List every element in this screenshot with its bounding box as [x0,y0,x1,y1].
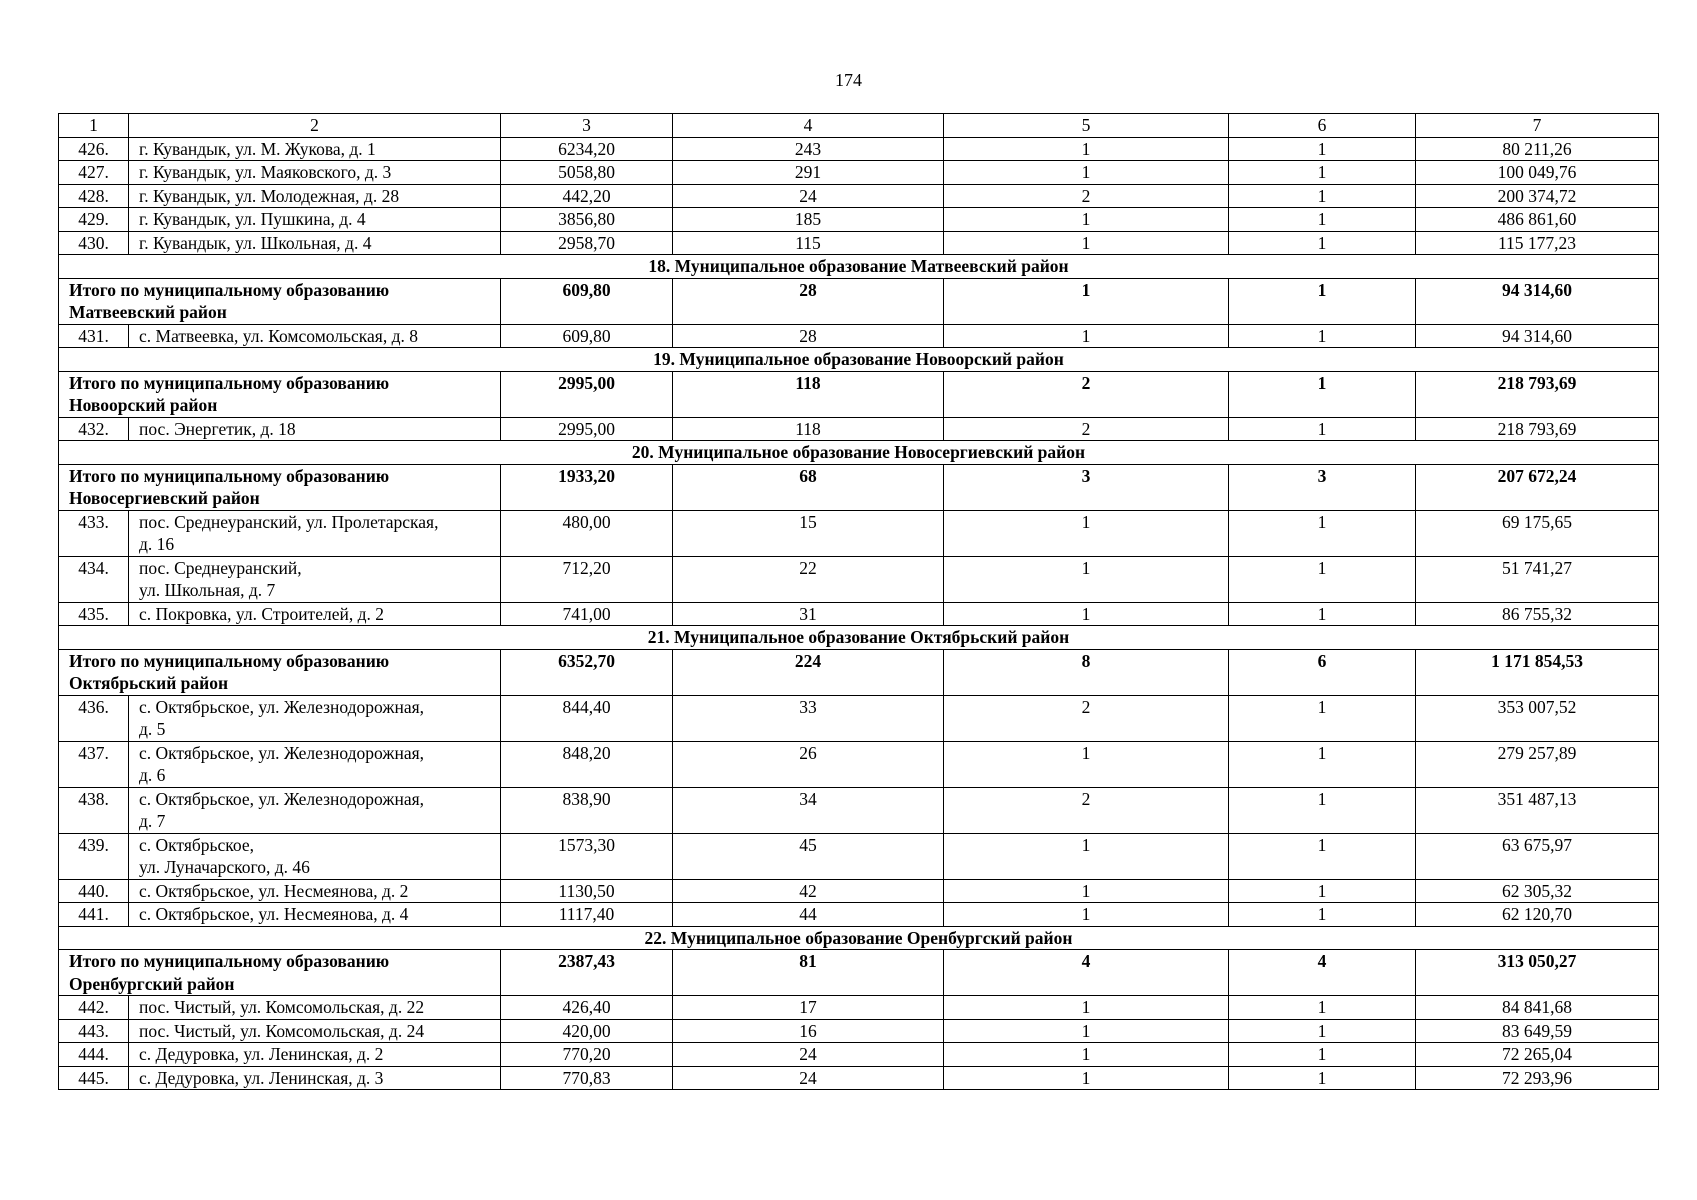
cell-c3: 2995,00 [501,417,673,441]
cell-c6: 1 [1229,184,1416,208]
cell-c7: 51 741,27 [1416,556,1659,602]
address-line: с. Октябрьское, ул. Железнодорожная, [139,742,425,763]
total-label-line: Новоорский район [69,395,218,415]
cell-c5: 1 [944,741,1229,787]
table-row [59,602,1659,626]
row-number: 431. [59,324,129,348]
cell-c4: 34 [673,787,944,833]
column-number: 2 [129,114,501,138]
total-cell-c5: 4 [944,950,1229,996]
total-label [59,371,501,417]
cell-c5: 1 [944,1043,1229,1067]
section-title: 22. Муниципальное образование Оренбургский район [59,926,1659,950]
total-label-line: Итого по муниципальному образованию [69,650,390,671]
total-row [59,464,1659,510]
address-cell [129,556,501,602]
cell-c5: 1 [944,208,1229,232]
cell-c7: 83 649,59 [1416,1019,1659,1043]
total-cell-c3: 1933,20 [501,464,673,510]
table-row [59,208,1659,232]
cell-c4: 185 [673,208,944,232]
cell-c4: 22 [673,556,944,602]
total-cell-c6: 1 [1229,371,1416,417]
column-number: 3 [501,114,673,138]
address-cell [129,787,501,833]
row-number: 434. [59,556,129,602]
cell-c4: 45 [673,833,944,879]
cell-c4: 24 [673,184,944,208]
cell-c4: 31 [673,602,944,626]
cell-c6: 1 [1229,324,1416,348]
cell-c5: 2 [944,417,1229,441]
column-number: 1 [59,114,129,138]
cell-c3: 3856,80 [501,208,673,232]
row-number: 433. [59,510,129,556]
total-label-line: Итого по муниципальному образованию [69,279,390,300]
column-number: 5 [944,114,1229,138]
cell-c6: 1 [1229,161,1416,185]
address-cell [129,510,501,556]
cell-c7: 84 841,68 [1416,996,1659,1020]
cell-c5: 1 [944,161,1229,185]
total-cell-c6: 4 [1229,950,1416,996]
address-cell: пос. Чистый, ул. Комсомольская, д. 22 [129,996,501,1020]
address-line: с. Октябрьское, ул. Железнодорожная, [139,788,425,809]
cell-c3: 848,20 [501,741,673,787]
cell-c4: 24 [673,1066,944,1090]
cell-c5: 1 [944,556,1229,602]
section-title: 21. Муниципальное образование Октябрьский район [59,626,1659,650]
cell-c5: 1 [944,510,1229,556]
total-cell-c7: 313 050,27 [1416,950,1659,996]
table-row [59,161,1659,185]
table-row [59,1019,1659,1043]
total-cell-c3: 2995,00 [501,371,673,417]
cell-c7: 94 314,60 [1416,324,1659,348]
row-number: 442. [59,996,129,1020]
total-cell-c6: 1 [1229,278,1416,324]
cell-c5: 1 [944,903,1229,927]
cell-c6: 1 [1229,208,1416,232]
total-row [59,278,1659,324]
section-header-row [59,348,1659,372]
cell-c7: 218 793,69 [1416,417,1659,441]
cell-c7: 486 861,60 [1416,208,1659,232]
total-cell-c5: 3 [944,464,1229,510]
column-number: 4 [673,114,944,138]
address-cell: г. Кувандык, ул. М. Жукова, д. 1 [129,137,501,161]
cell-c4: 24 [673,1043,944,1067]
address-cell: с. Дедуровка, ул. Ленинская, д. 3 [129,1066,501,1090]
total-label-line: Новосергиевский район [69,488,260,508]
cell-c4: 33 [673,695,944,741]
cell-c5: 2 [944,695,1229,741]
table-row [59,137,1659,161]
address-cell [129,741,501,787]
table-row [59,510,1659,556]
address-line: ул. Луначарского, д. 46 [139,857,310,877]
cell-c6: 1 [1229,417,1416,441]
total-row [59,950,1659,996]
row-number: 438. [59,787,129,833]
row-number: 441. [59,903,129,927]
address-cell [129,833,501,879]
cell-c5: 1 [944,996,1229,1020]
row-number: 432. [59,417,129,441]
cell-c3: 770,83 [501,1066,673,1090]
address-cell: г. Кувандык, ул. Молодежная, д. 28 [129,184,501,208]
total-cell-c7: 1 171 854,53 [1416,649,1659,695]
total-cell-c3: 609,80 [501,278,673,324]
page-number: 174 [835,70,862,90]
section-title: 18. Муниципальное образование Матвеевский район [59,255,1659,279]
cell-c3: 741,00 [501,602,673,626]
cell-c5: 1 [944,1066,1229,1090]
cell-c4: 115 [673,231,944,255]
table-row [59,184,1659,208]
section-title: 19. Муниципальное образование Новоорский район [59,348,1659,372]
cell-c4: 26 [673,741,944,787]
cell-c6: 1 [1229,510,1416,556]
address-cell: г. Кувандык, ул. Школьная, д. 4 [129,231,501,255]
cell-c3: 1117,40 [501,903,673,927]
total-row [59,371,1659,417]
cell-c4: 42 [673,879,944,903]
address-cell: с. Матвеевка, ул. Комсомольская, д. 8 [129,324,501,348]
table-row [59,1066,1659,1090]
total-cell-c5: 8 [944,649,1229,695]
cell-c6: 1 [1229,879,1416,903]
row-number: 444. [59,1043,129,1067]
address-line: д. 5 [139,719,166,739]
table-row [59,417,1659,441]
table-row [59,996,1659,1020]
section-header-row [59,441,1659,465]
row-number: 426. [59,137,129,161]
cell-c6: 1 [1229,741,1416,787]
address-line: д. 6 [139,765,166,785]
total-cell-c4: 118 [673,371,944,417]
total-cell-c7: 218 793,69 [1416,371,1659,417]
cell-c5: 1 [944,1019,1229,1043]
row-number: 430. [59,231,129,255]
cell-c5: 1 [944,833,1229,879]
total-label-line: Октябрьский район [69,673,229,693]
cell-c7: 200 374,72 [1416,184,1659,208]
total-cell-c4: 68 [673,464,944,510]
total-cell-c4: 28 [673,278,944,324]
cell-c6: 1 [1229,1019,1416,1043]
total-cell-c5: 2 [944,371,1229,417]
table-row [59,879,1659,903]
section-title: 20. Муниципальное образование Новосергиевский район [59,441,1659,465]
cell-c3: 770,20 [501,1043,673,1067]
cell-c3: 1130,50 [501,879,673,903]
row-number: 428. [59,184,129,208]
total-label [59,649,501,695]
table-row [59,695,1659,741]
cell-c6: 1 [1229,1066,1416,1090]
cell-c5: 1 [944,231,1229,255]
address-line: д. 7 [139,811,166,831]
total-cell-c7: 94 314,60 [1416,278,1659,324]
total-cell-c4: 81 [673,950,944,996]
cell-c4: 28 [673,324,944,348]
total-label-line: Итого по муниципальному образованию [69,951,390,971]
cell-c5: 1 [944,879,1229,903]
cell-c3: 609,80 [501,324,673,348]
row-number: 436. [59,695,129,741]
cell-c7: 72 293,96 [1416,1066,1659,1090]
cell-c3: 420,00 [501,1019,673,1043]
cell-c6: 1 [1229,556,1416,602]
cell-c7: 80 211,26 [1416,137,1659,161]
address-line: ул. Школьная, д. 7 [139,580,276,600]
cell-c3: 426,40 [501,996,673,1020]
address-line: с. Октябрьское, ул. Железнодорожная, [139,696,425,717]
total-cell-c6: 3 [1229,464,1416,510]
address-line: с. Октябрьское, [139,834,255,855]
total-label [59,278,501,324]
cell-c7: 115 177,23 [1416,231,1659,255]
row-number: 435. [59,602,129,626]
total-cell-c5: 1 [944,278,1229,324]
total-cell-c3: 6352,70 [501,649,673,695]
row-number: 437. [59,741,129,787]
address-line: пос. Среднеуранский, ул. Пролетарская, [139,511,439,532]
cell-c5: 2 [944,787,1229,833]
table-row [59,1043,1659,1067]
cell-c3: 6234,20 [501,137,673,161]
total-cell-c4: 224 [673,649,944,695]
row-number: 429. [59,208,129,232]
address-cell: г. Кувандык, ул. Пушкина, д. 4 [129,208,501,232]
cell-c5: 1 [944,324,1229,348]
cell-c7: 62 305,32 [1416,879,1659,903]
table-row [59,324,1659,348]
cell-c6: 1 [1229,996,1416,1020]
cell-c7: 86 755,32 [1416,602,1659,626]
table-row [59,231,1659,255]
column-number: 6 [1229,114,1416,138]
cell-c6: 1 [1229,695,1416,741]
cell-c5: 2 [944,184,1229,208]
cell-c6: 1 [1229,833,1416,879]
column-number: 7 [1416,114,1659,138]
cell-c4: 291 [673,161,944,185]
table-body [59,114,1659,1090]
cell-c4: 243 [673,137,944,161]
table-row [59,833,1659,879]
row-number: 445. [59,1066,129,1090]
table-row [59,903,1659,927]
total-label-line: Оренбургский район [69,973,235,994]
table-row [59,556,1659,602]
cell-c4: 16 [673,1019,944,1043]
table-row [59,787,1659,833]
row-number: 440. [59,879,129,903]
cell-c3: 712,20 [501,556,673,602]
cell-c6: 1 [1229,903,1416,927]
cell-c3: 5058,80 [501,161,673,185]
section-header-row [59,926,1659,950]
cell-c7: 279 257,89 [1416,741,1659,787]
cell-c4: 17 [673,996,944,1020]
section-header-row [59,626,1659,650]
cell-c3: 844,40 [501,695,673,741]
cell-c4: 15 [673,510,944,556]
row-number: 439. [59,833,129,879]
row-number: 427. [59,161,129,185]
total-label-line: Матвеевский район [69,302,227,322]
column-number-row [59,114,1659,138]
cell-c3: 1573,30 [501,833,673,879]
cell-c6: 1 [1229,137,1416,161]
cell-c3: 480,00 [501,510,673,556]
section-header-row [59,255,1659,279]
cell-c7: 72 265,04 [1416,1043,1659,1067]
address-cell: с. Дедуровка, ул. Ленинская, д. 2 [129,1043,501,1067]
total-label-line: Итого по муниципальному образованию [69,372,390,393]
cell-c3: 2958,70 [501,231,673,255]
address-line: д. 16 [139,534,175,554]
total-label [59,950,501,996]
total-cell-c6: 6 [1229,649,1416,695]
housing-table [58,113,1659,1090]
address-line: пос. Среднеуранский, [139,557,302,578]
address-cell: с. Октябрьское, ул. Несмеянова, д. 4 [129,903,501,927]
address-cell: с. Покровка, ул. Строителей, д. 2 [129,602,501,626]
total-row [59,649,1659,695]
total-label [59,464,501,510]
table-row [59,741,1659,787]
cell-c6: 1 [1229,787,1416,833]
cell-c3: 838,90 [501,787,673,833]
cell-c7: 63 675,97 [1416,833,1659,879]
cell-c7: 353 007,52 [1416,695,1659,741]
cell-c5: 1 [944,602,1229,626]
address-cell: г. Кувандык, ул. Маяковского, д. 3 [129,161,501,185]
cell-c7: 100 049,76 [1416,161,1659,185]
address-cell: пос. Чистый, ул. Комсомольская, д. 24 [129,1019,501,1043]
cell-c3: 442,20 [501,184,673,208]
address-cell: пос. Энергетик, д. 18 [129,417,501,441]
cell-c5: 1 [944,137,1229,161]
cell-c6: 1 [1229,1043,1416,1067]
total-cell-c7: 207 672,24 [1416,464,1659,510]
total-label-line: Итого по муниципальному образованию [69,465,390,486]
row-number: 443. [59,1019,129,1043]
cell-c7: 69 175,65 [1416,510,1659,556]
address-cell [129,695,501,741]
cell-c4: 118 [673,417,944,441]
address-cell: с. Октябрьское, ул. Несмеянова, д. 2 [129,879,501,903]
cell-c4: 44 [673,903,944,927]
total-cell-c3: 2387,43 [501,950,673,996]
cell-c6: 1 [1229,602,1416,626]
cell-c6: 1 [1229,231,1416,255]
cell-c7: 62 120,70 [1416,903,1659,927]
cell-c7: 351 487,13 [1416,787,1659,833]
